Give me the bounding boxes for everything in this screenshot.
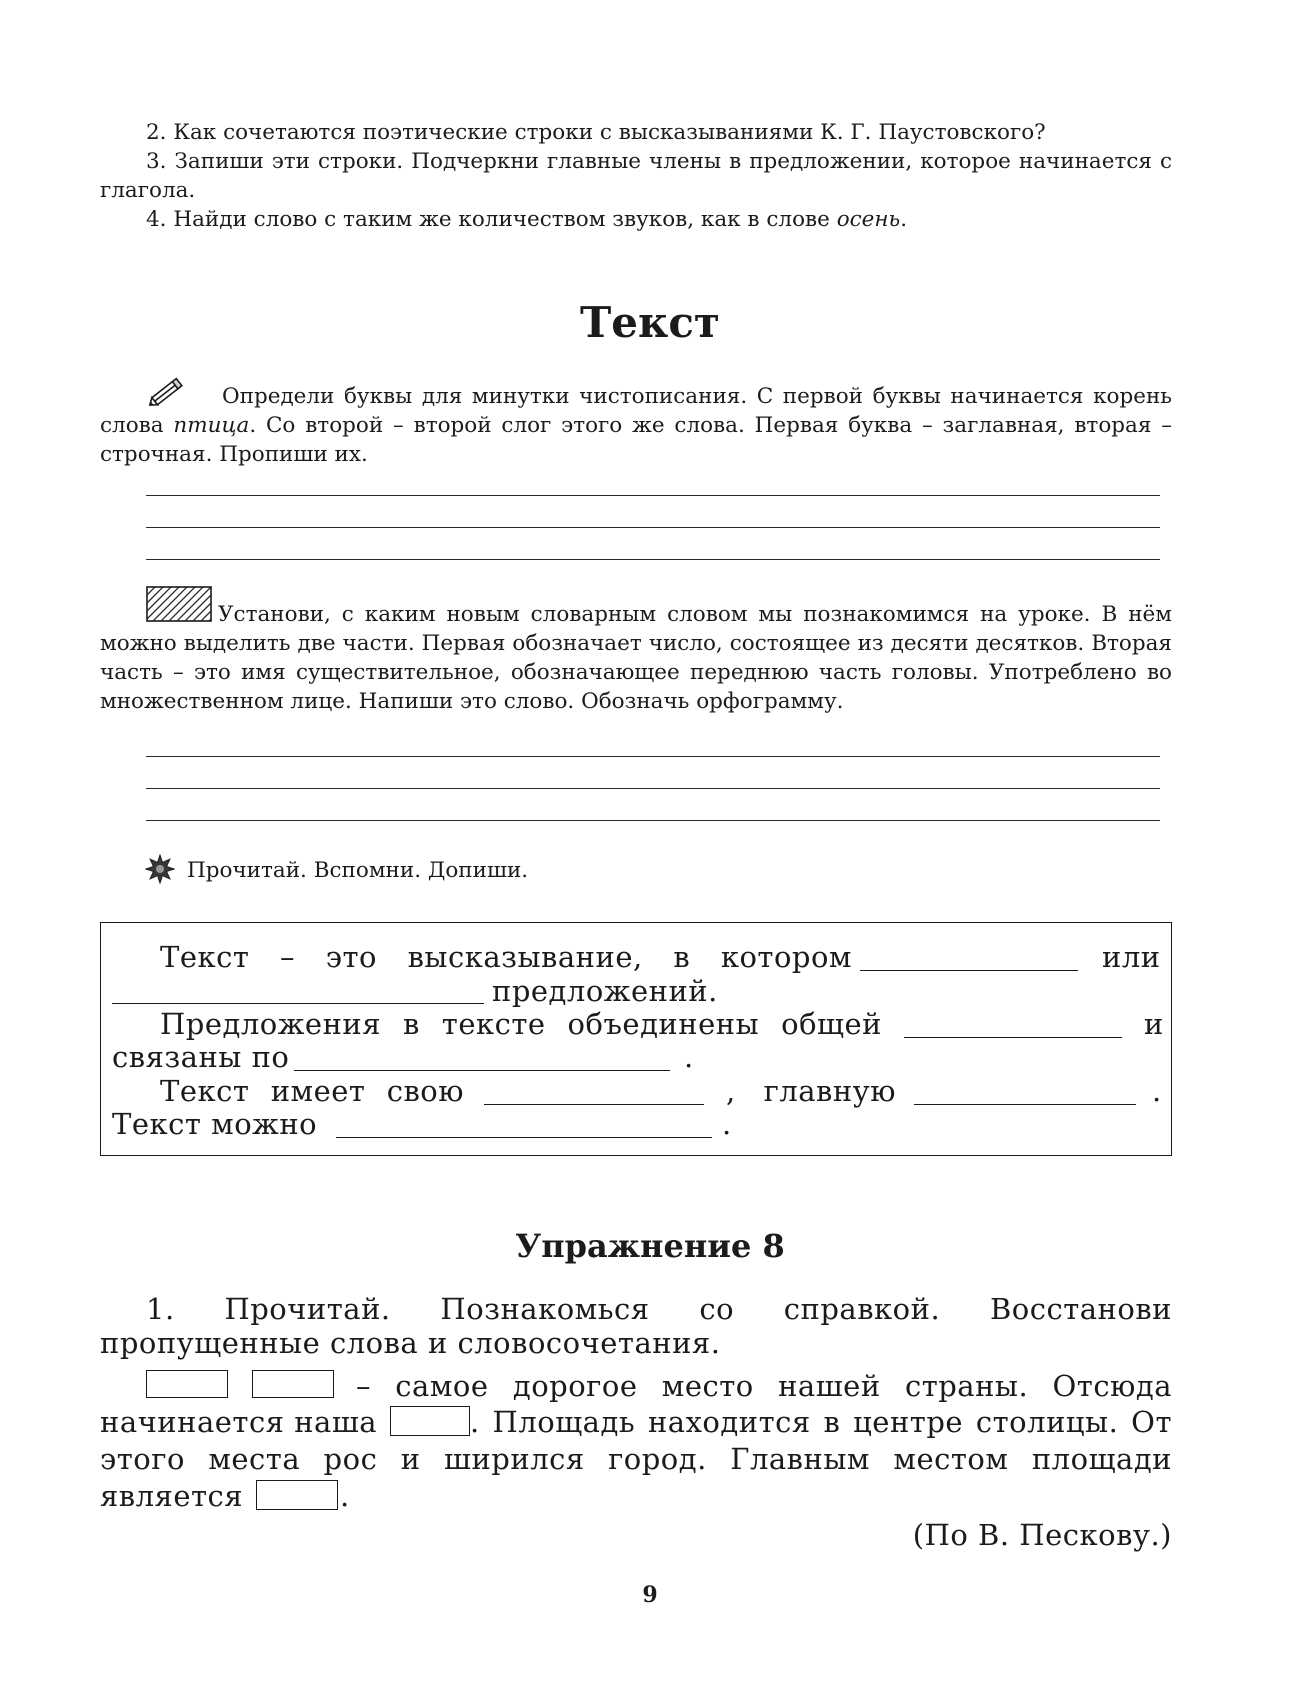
question-4: 4. Найди слово с таким же количеством звуков, как в слове осень.	[146, 207, 908, 232]
task-dictionary-word: Установи, с каким новым словарным словом мы познакомимся на уроке. В нём можно выделить две части. Первая обозначает число, состоящее из десяти десятков. Вторая часть – это имя существительное, обозначающее переднюю часть головы. Употреблено во множественном лице. Напиши это слово. Обозначь орфограмму.	[100, 602, 1172, 714]
definition-period: .	[1152, 1074, 1162, 1108]
exercise-source: (По В. Пескову.)	[912, 1518, 1172, 1552]
section-title: Текст	[580, 298, 720, 347]
writing-line[interactable]	[146, 527, 1160, 528]
exercise-text-line-1: – самое дорогое место нашей страны. Отсюда	[356, 1369, 1172, 1403]
definition-word-glavnuyu: , главную	[726, 1074, 896, 1108]
definition-line-2: предложений.	[492, 974, 718, 1008]
question-2: 2. Как сочетаются поэтические строки с высказываниями К. Г. Паустовского?	[146, 120, 1046, 145]
question-3: 3. Запиши эти строки. Подчеркни главные члены в предложении, которое начинается с глагола.	[100, 149, 1172, 203]
questions-block	[100, 118, 1172, 234]
writing-line[interactable]	[146, 559, 1160, 560]
fill-blank[interactable]	[484, 1104, 704, 1105]
fill-blank[interactable]	[904, 1037, 1122, 1038]
writing-line[interactable]	[146, 495, 1160, 496]
definition-line-5: Текст имеет свою	[160, 1074, 464, 1108]
exercise-text-line-2a: начинается наша	[100, 1405, 378, 1439]
fill-blank[interactable]	[914, 1104, 1136, 1105]
exercise-text-line-4a: является	[100, 1479, 244, 1513]
exercise-text-line-4b: .	[340, 1479, 350, 1513]
fill-blank[interactable]	[336, 1137, 712, 1138]
definition-line-3: Предложения в тексте объединены общей	[160, 1007, 882, 1041]
definition-word-ili: или	[1102, 940, 1161, 974]
answer-box[interactable]	[252, 1370, 334, 1398]
fill-blank[interactable]	[112, 1003, 484, 1004]
exercise-instruction-line-2: пропущенные слова и словосочетания.	[100, 1326, 721, 1360]
exercise-instruction-line-1: 1. Прочитай. Познакомься со справкой. Восстанови	[146, 1292, 1172, 1326]
fill-blank[interactable]	[860, 970, 1078, 971]
answer-box[interactable]	[256, 1480, 338, 1510]
definition-word-i: и	[1144, 1007, 1164, 1041]
writing-line[interactable]	[146, 788, 1160, 789]
exercise-title: Упражнение 8	[515, 1227, 785, 1265]
exercise-text-line-3: этого места рос и ширился город. Главным местом площади	[100, 1442, 1172, 1476]
definition-line-4: связаны по	[112, 1040, 290, 1074]
fill-blank[interactable]	[294, 1070, 670, 1071]
answer-box[interactable]	[390, 1406, 470, 1436]
task-calligraphy: Определи буквы для минутки чистописания. С первой буквы начинается корень слова птица. Со второй – второй слог этого же слова. Первая буква – заглавная, вторая – строчная. Пропиши их.	[100, 384, 1172, 467]
writing-line[interactable]	[146, 756, 1160, 757]
exercise-text-line-2b: . Площадь находится в центре столицы. От	[470, 1405, 1172, 1439]
page-number: 9	[642, 1582, 658, 1608]
answer-box[interactable]	[146, 1370, 228, 1398]
definition-period: .	[722, 1107, 732, 1141]
writing-line[interactable]	[146, 820, 1160, 821]
definition-line-1: Текст – это высказывание, в котором	[160, 940, 852, 974]
definition-line-6: Текст можно	[112, 1107, 318, 1141]
star-burst-icon	[145, 854, 175, 884]
task-read-recall: Прочитай. Вспомни. Допиши.	[187, 858, 529, 883]
definition-period: .	[684, 1040, 694, 1074]
